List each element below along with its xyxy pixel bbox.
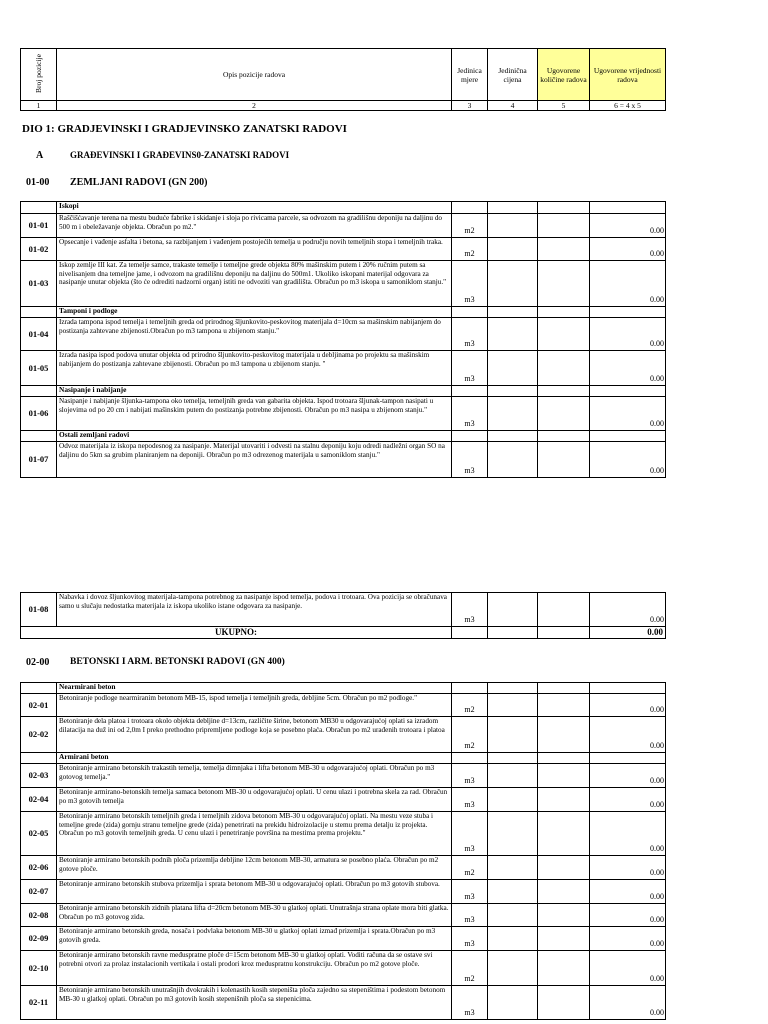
position-number: 02-10 [21, 951, 57, 986]
row-blank [21, 202, 57, 214]
row-blank [21, 386, 57, 397]
unit-price-cell[interactable] [488, 904, 538, 927]
value-cell: 0.00 [590, 717, 666, 753]
value-cell: 0.00 [590, 880, 666, 904]
value-cell: 0.00 [590, 214, 666, 238]
col-index-3: 3 [452, 101, 488, 111]
unit-price-cell[interactable] [488, 856, 538, 880]
cell-blank [538, 307, 590, 318]
unit-price-cell[interactable] [488, 927, 538, 951]
table-row [21, 593, 666, 627]
unit-price-cell[interactable] [488, 812, 538, 856]
position-number: 01-07 [21, 442, 57, 478]
col-index-2: 2 [57, 101, 452, 111]
section-title: GRAĐEVINSKI I GRAĐEVINS0-ZANATSKI RADOVI [70, 150, 290, 160]
unit-price-cell[interactable] [488, 880, 538, 904]
table-row [21, 238, 666, 261]
table-row [21, 261, 666, 307]
table-row [21, 880, 666, 904]
quantity-cell[interactable] [538, 694, 590, 717]
subheading: Armirani beton [57, 753, 452, 764]
cell-blank [590, 431, 666, 442]
quantity-cell[interactable] [538, 986, 590, 1020]
table-row [21, 397, 666, 431]
value-cell: 0.00 [590, 788, 666, 812]
item-description: Betoniranje armirano betonskih ravne međuspratne ploče d=15cm betonom MB-30 u glatkoj oplati. Voditi računa da se ostave svi potrebni otvori za prolaz instalacionih vertikala i ostali prodori kroz međuspratnu konstrukciju. Obračun po m2 gotove ploče. [57, 951, 452, 986]
table-row [21, 951, 666, 986]
col-header-position: Broj pozicije [21, 49, 57, 101]
col-index-1: 1 [21, 101, 57, 111]
position-number: 02-03 [21, 764, 57, 788]
unit-price-cell[interactable] [488, 986, 538, 1020]
quantity-cell[interactable] [538, 904, 590, 927]
row-blank [21, 307, 57, 318]
unit-price-cell[interactable] [488, 351, 538, 386]
position-number: 01-01 [21, 214, 57, 238]
unit-price-cell[interactable] [488, 261, 538, 307]
table-row [21, 856, 666, 880]
value-cell: 0.00 [590, 986, 666, 1020]
section-heading: ZEMLJANI RADOVI (GN 200) [70, 177, 208, 188]
table-row [21, 351, 666, 386]
cell-blank [590, 683, 666, 694]
col-index-5: 5 [538, 101, 590, 111]
cell-blank [452, 683, 488, 694]
unit-price-cell[interactable] [488, 318, 538, 351]
item-unit: m3 [452, 397, 488, 431]
cell-blank [452, 753, 488, 764]
unit-price-cell[interactable] [488, 694, 538, 717]
table-row [21, 694, 666, 717]
subheading: Nearmirani beton [57, 683, 452, 694]
unit-price-cell[interactable] [488, 764, 538, 788]
cell-blank [452, 627, 488, 639]
value-cell: 0.00 [590, 951, 666, 986]
item-description: Betoniranje armirano betonskih stubova prizemlja i sprata betonom MB-30 u odgovarajućoj oplati. Obračun po m3 gotovih stubova. [57, 880, 452, 904]
item-description: Betoniranje armirano betonskih temeljnih greda i temeljnih zidova betonom MB-30 u odgovarajućoj oplati. Na mestu veze stuba i temeljne grede (zida) gornju stranu temeljne grede (zida) penetrirati na prekidu hidroizolacije u stemu prema detalju iz projekta. Obračun po m3 gotovih temeljnih greda. U cenu ulazi i penetriranje površina na mestima prema projektu." [57, 812, 452, 856]
unit-price-cell[interactable] [488, 397, 538, 431]
row-blank [21, 431, 57, 442]
item-description: Nabavka i dovoz šljunkovitog materijala-tampona potrebnog za nasipanje ispod temelja, podova i trotoara. Ova pozicija se obračunava samo u slučaju nedostatka materijala iz iskopa ukoliko istane odgovara za nasipanje. [57, 593, 452, 627]
table-row [21, 904, 666, 927]
item-unit: m3 [452, 318, 488, 351]
quantity-cell[interactable] [538, 261, 590, 307]
cell-blank [488, 627, 538, 639]
earthworks-table [20, 201, 666, 478]
table-row [21, 442, 666, 478]
quantity-cell[interactable] [538, 318, 590, 351]
value-cell: 0.00 [590, 238, 666, 261]
position-number: 02-05 [21, 812, 57, 856]
unit-price-cell[interactable] [488, 214, 538, 238]
cell-blank [590, 202, 666, 214]
subheading: Ostali zemljani radovi [57, 431, 452, 442]
cell-blank [488, 202, 538, 214]
value-cell: 0.00 [590, 764, 666, 788]
quantity-cell[interactable] [538, 927, 590, 951]
total-value: 0.00 [590, 627, 666, 639]
value-cell: 0.00 [590, 593, 666, 627]
quantity-cell[interactable] [538, 951, 590, 986]
item-unit: m2 [452, 951, 488, 986]
item-unit: m3 [452, 442, 488, 478]
col-header-quantity: Ugovorene količine radova [538, 49, 590, 101]
item-unit: m2 [452, 238, 488, 261]
col-index-6: 6 = 4 x 5 [590, 101, 666, 111]
item-description: Betoniranje armirano betonskih zidnih platana lifta d=20cm betonom MB-30 u glatkoj oplati. Unutrašnja strana oplate mora biti glatka. Obračun po m3 gotovog zida. [57, 904, 452, 927]
item-description: Odvoz materijala iz iskopa nepodesnog za nasipanje. Materijal utovariti i odvesti na stalnu deponiju koju odredi nadležni organ SO na daljinu do 5km sa grubim planiranjem na deponiji. Obračun po m3 odrezenog materijala u samoniklom stanju." [57, 442, 452, 478]
cell-blank [538, 431, 590, 442]
position-number: 01-03 [21, 261, 57, 307]
quantity-cell[interactable] [538, 442, 590, 478]
section-code: 02-00 [26, 657, 50, 668]
cell-blank [538, 627, 590, 639]
unit-price-cell[interactable] [488, 442, 538, 478]
position-number: 02-07 [21, 880, 57, 904]
quantity-cell[interactable] [538, 717, 590, 753]
quantity-cell[interactable] [538, 214, 590, 238]
cell-blank [488, 753, 538, 764]
value-cell: 0.00 [590, 351, 666, 386]
item-description: Izrada tampona ispod temelja i temeljnih greda od prirodnog šljunkovito-peskovitog materijala d=10cm sa mašinskim nabijanjem do postizanja zahtevane zbijenosti.Obračun po m3 tampona u zbijenom stanju." [57, 318, 452, 351]
position-number: 01-02 [21, 238, 57, 261]
quantity-cell[interactable] [538, 593, 590, 627]
position-number: 02-02 [21, 717, 57, 753]
quantity-cell[interactable] [538, 238, 590, 261]
value-cell: 0.00 [590, 904, 666, 927]
item-description: Betoniranje armirano betonskih unutrašnjih dvokrakih i kolenastih kosih stepeništa ploča zajedno sa stepeništima i podestom betonom MB-30 u glatkoj oplati. Obračun po m3 gotovih kosih stepenišnih ploča sa stepenicima. [57, 986, 452, 1020]
position-number: 02-06 [21, 856, 57, 880]
cell-blank [488, 683, 538, 694]
value-cell: 0.00 [590, 927, 666, 951]
concrete-works-table [20, 682, 666, 1020]
col-header-description: Opis pozicije radova [57, 49, 452, 101]
quantity-cell[interactable] [538, 856, 590, 880]
table-row [21, 318, 666, 351]
position-number: 02-08 [21, 904, 57, 927]
value-cell: 0.00 [590, 694, 666, 717]
col-header-value: Ugovorene vrijednosti radova [590, 49, 666, 101]
unit-price-cell[interactable] [488, 717, 538, 753]
unit-price-cell[interactable] [488, 951, 538, 986]
header-table [20, 48, 666, 111]
section-code: 01-00 [26, 177, 50, 188]
item-unit: m3 [452, 593, 488, 627]
cell-blank [538, 386, 590, 397]
table-row [21, 812, 666, 856]
quantity-cell[interactable] [538, 788, 590, 812]
subheading: Iskopi [57, 202, 452, 214]
item-unit: m3 [452, 880, 488, 904]
position-number: 01-06 [21, 397, 57, 431]
cell-blank [488, 386, 538, 397]
item-unit: m3 [452, 812, 488, 856]
table-row [21, 717, 666, 753]
item-description: Betoniranje armirano betonskih greda, nosača i podvlaka betonom MB-30 u glatkoj oplati izmađ prizemlja i sprata.Obračun po m3 gotovih greda. [57, 927, 452, 951]
unit-price-cell[interactable] [488, 788, 538, 812]
item-unit: m2 [452, 856, 488, 880]
item-description: Betoniranje dela platoa i trotoara okolo objekta debljine d=13cm, različite širine, betonom MB30 u odgovarajućoj oplati sa izradom dilatacija na duž ini od 2,0m I preko prethodno pripremljene podloge koja se posebno plaća. Obračun po m2 urađenih trotoara i platoa [57, 717, 452, 753]
cell-blank [452, 431, 488, 442]
value-cell: 0.00 [590, 318, 666, 351]
item-unit: m3 [452, 788, 488, 812]
section-letter: A [36, 150, 44, 161]
earthworks-table-continued [20, 592, 666, 639]
position-number: 02-01 [21, 694, 57, 717]
cell-blank [452, 307, 488, 318]
subheading: Nasipanje i nabijanje [57, 386, 452, 397]
value-cell: 0.00 [590, 856, 666, 880]
cell-blank [452, 386, 488, 397]
item-description: Betoniranje armirano-betonskih temelja samaca betonom MB-30 u odgovarajućoj oplati. U cenu ulazi i potrebna skela za rad. Obračun po m3 gotovih temelja [57, 788, 452, 812]
col-index-4: 4 [488, 101, 538, 111]
item-description: Betoniranje armirano betonskih trakastih temelja, temelja dimnjaka i lifta betonom MB-30 u odgovarajućoj oplati. Obračun po m3 gotovog temelja." [57, 764, 452, 788]
col-header-unit-price: Jedinična cijena [488, 49, 538, 101]
item-unit: m3 [452, 927, 488, 951]
cell-blank [590, 307, 666, 318]
cell-blank [452, 202, 488, 214]
item-unit: m2 [452, 717, 488, 753]
section-heading: BETONSKI I ARM. BETONSKI RADOVI (GN 400) [70, 657, 285, 667]
item-description: Betoniranje armirano betonskih podnih ploča prizemlja debljine 12cm betonom MB-30, armatura se posebno plaća. Obračun po m2 gotove ploče. [57, 856, 452, 880]
cell-blank [538, 202, 590, 214]
value-cell: 0.00 [590, 812, 666, 856]
position-number: 02-11 [21, 986, 57, 1020]
position-number: 01-04 [21, 318, 57, 351]
item-description: Raščišćavanje terena na mestu buduće fabrike i skidanje i sloja po rivicama parcele, sa odvozom na gradilišnu deponiju na daljinu do 500 m i obeležavanje objekta. Obračun po m2." [57, 214, 452, 238]
cell-blank [590, 386, 666, 397]
item-unit: m2 [452, 694, 488, 717]
part-title: DIO 1: GRADJEVINSKI I GRADJEVINSKO ZANATSKI RADOVI [22, 123, 347, 135]
value-cell: 0.00 [590, 397, 666, 431]
quantity-cell[interactable] [538, 397, 590, 431]
item-unit: m3 [452, 351, 488, 386]
item-description: Izrada nasipa ispod podova unutar objekta od prirodno šljunkovito-peskovitog materijala u debljinama po projektu sa mašinskim nabijanjem do postizanja zahtevane zbijenosti. Obračun po m3 tampona u zbijenom stanju. " [57, 351, 452, 386]
table-row [21, 788, 666, 812]
position-number: 02-09 [21, 927, 57, 951]
table-row [21, 764, 666, 788]
item-unit: m3 [452, 904, 488, 927]
quantity-cell[interactable] [538, 764, 590, 788]
item-description: Betoniranje podloge nearmiranim betonom MB-15, ispod temelja i temeljnih greda, debljine 5cm. Obračun po m2 podloge." [57, 694, 452, 717]
item-unit: m3 [452, 764, 488, 788]
col-header-unit: Jedinica mjere [452, 49, 488, 101]
cell-blank [538, 753, 590, 764]
item-unit: m3 [452, 986, 488, 1020]
item-unit: m3 [452, 261, 488, 307]
row-blank [21, 683, 57, 694]
value-cell: 0.00 [590, 261, 666, 307]
table-row [21, 214, 666, 238]
position-number: 01-05 [21, 351, 57, 386]
cell-blank [488, 307, 538, 318]
quantity-cell[interactable] [538, 351, 590, 386]
row-blank [21, 753, 57, 764]
position-number: 02-04 [21, 788, 57, 812]
table-row [21, 986, 666, 1020]
subheading: Tamponi i podloge [57, 307, 452, 318]
item-description: Opsecanje i vađenje asfalta i betona, sa razbijanjem i vađenjem postojećih temelja u području novih temeljnih stopa i temeljnih traka. [57, 238, 452, 261]
unit-price-cell[interactable] [488, 593, 538, 627]
cell-blank [488, 431, 538, 442]
cell-blank [538, 683, 590, 694]
item-description: Nasipanje i nabijanje šljunka-tampona oko temelja, temeljnih greda van gabarita objekta. Ispod trotoara šljunak-tampon nasipati u slojevima od po 20 cm i nabijati mašinskim putem do postizanja potrebne zbijenosti. Obračun po m3 nasipa u zbijenom stanju." [57, 397, 452, 431]
position-number: 01-08 [21, 593, 57, 627]
table-row [21, 927, 666, 951]
quantity-cell[interactable] [538, 880, 590, 904]
unit-price-cell[interactable] [488, 238, 538, 261]
value-cell: 0.00 [590, 442, 666, 478]
total-label: UKUPNO: [21, 627, 452, 639]
quantity-cell[interactable] [538, 812, 590, 856]
item-unit: m2 [452, 214, 488, 238]
cell-blank [590, 753, 666, 764]
item-description: Iskop zemlje III kat. Za temelje samce, trakaste temelje i temeljne grede objekta 80% mašinskim putem i 20% ručnim putem sa nivelisanjem dna temeljne jame, i odvozom na gradilišnu deponiju na daljinu do 500m1. Ukoliko iskopani materijal odgovara za nasipanje unutar objekta (što će odrediti nadzorni organ) istiti ne odvoziti van gradilišta. Obračun po m3 iskopa u samoniklom stanju." [57, 261, 452, 307]
